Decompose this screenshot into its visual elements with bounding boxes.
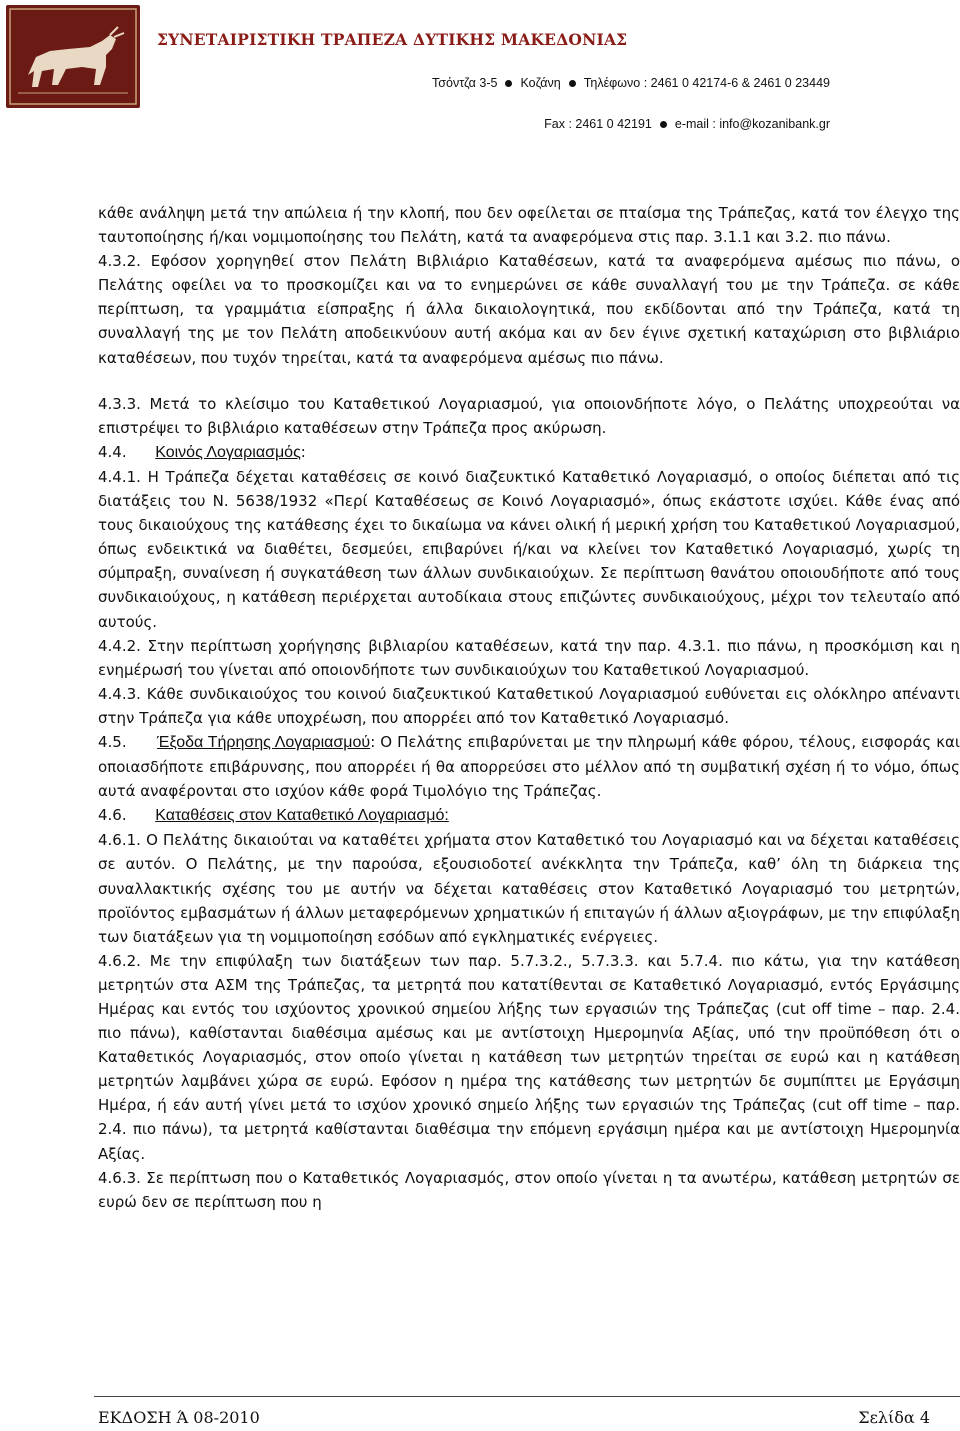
contact-fax-line bbox=[544, 117, 830, 131]
paragraph: 4.6.1. Ο Πελάτης δικαιούται να καταθέτει χρήματα στον Καταθετικό του Λογαριασμό και να δέχεται καταθέσεις σε αυτόν. Ο Πελάτης, με την παρούσα, εξουσιοδοτεί ανέκκλητα την Τράπεζα, καθ’ όλη τη διάρκεια της συναλλακτικής σχέσης του με αυτήν να δέχεται καταθέσεις στον Καταθετικό Λογαριασμό του μετρητών, προϊόντος εμβασμάτων ή άλλων μεταφερόμενων χρηματικών ή επιταγών ή άλλων αξιογράφων, με την επιφύλαξη των διατάξεων για τη νομιμοποίηση εσόδων από εγκληματικές ενέργειες. bbox=[98, 831, 960, 946]
paragraph: 4.6.3. Σε περίπτωση που ο Καταθετικός Λογαριασμός, στον οποίο γίνεται η τα ανωτέρω, κατάθεση μετρητών σε ευρώ δεν σε περίπτωση που η bbox=[98, 1168, 960, 1211]
paragraph: κάθε ανάληψη μετά την απώλεια ή την κλοπή, που δεν οφείλεται σε πταίσμα της Τράπεζας, κατά τον έλεγχο της ταυτοποίησης ή/και νομιμοποίησης του Πελάτη, κατά τα αναφερόμενα στις παρ. 3.1.1 και 3.2. πιο πάνω. bbox=[98, 204, 960, 247]
footer-divider bbox=[94, 1396, 960, 1397]
address: Τσόντζα 3-5 bbox=[432, 76, 498, 90]
heading-title: Κοινός Λογαριασμός bbox=[155, 443, 301, 461]
document-body bbox=[98, 201, 960, 1214]
paragraph: 4.4.3. Κάθε συνδικαιούχος του κοινού διαζευκτικού Καταθετικού Λογαριασμού ευθύνεται εις ολόκληρο απέναντι στην Τράπεζα για κάθε υποχρέωση, που απορρέει από τον Καταθετικό Λογαριασμό. bbox=[98, 684, 960, 727]
paragraph: 4.6.2. Με την επιφύλαξη των διατάξεων των παρ. 5.7.3.2., 5.7.3.3. και 5.7.4. πιο κάτω, για την κατάθεση μετρητών στα ΑΣΜ της Τράπεζας, τα μετρητά που κατατίθενται σε Καταθετικό Λογαριασμό, εντός Εργάσιμης Ημέρας και εντός του ισχύοντος χρονικού σημείου λήξης των εργασιών της Τράπεζας (cut off time – παρ. 2.4. πιο πάνω), καθίστανται διαθέσιμα αμέσως και με αντίστοιχη Ημερομηνία Αξίας, υπό την προϋπόθεση ότι ο Καταθετικός Λογαριασμός, στον οποίο γίνεται η κατάθεση των μετρητών τηρείται σε ευρώ και η κατάθεση μετρητών λαμβάνει χώρα σε ευρώ. Εφόσον η ημέρα της κατάθεσης των μετρητών δε συμπίπτει με Εργάσιμη Ημέρα, ή εάν αυτή γίνει μετά το ισχύον χρονικό σημείο λήξης των εργασιών της Τράπεζας (cut off time – παρ. 2.4. πιο πάνω), τα μετρητά καθίστανται διαθέσιμα την επόμενη εργάσιμη ημέρα και με αντίστοιχη Ημερομηνία Αξίας. bbox=[98, 951, 960, 1163]
phone: Τηλέφωνο : 2461 0 42174-6 & 2461 0 23449 bbox=[583, 76, 830, 90]
page-number: Σελίδα 4 bbox=[858, 1408, 930, 1427]
paragraph: 4.4.1. Η Τράπεζα δέχεται καταθέσεις σε κοινό διαζευκτικό Καταθετικό Λογαριασμό, ο οποίος διέπεται από τις διατάξεις του Ν. 5638/1932 «Περί Καταθέσεως σε Κοινό Λογαριασμό», όπως εκάστοτε ισχύει. Κάθε ένας από τους δικαιούχους της κατάθεσης έχει το δικαίωμα να κάνει ολική ή μερική χρήση του Καταθετικού Λογαριασμού, όπως ενδεικτικά να διαθέτει, δεσμεύει, επιβαρύνει ή/και να κλείνει τον Καταθετικό Λογαριασμό, χωρίς τη σύμπραξη, συναίνεση ή συγκατάθεση των άλλων συνδικαιούχων. Σε περίπτωση θανάτου οποιουδήποτε από τους συνδικαιούχους, η κατάθεση περιέρχεται αυτοδίκαια στους επιζώντες συνδικαιούχους, μέχρι τον τελευταίο από αυτούς. bbox=[98, 467, 960, 631]
section-4-5: 4.5. Έξοδα Τήρησης Λογαριασμού: Ο Πελάτης επιβαρύνεται με την πληρωμή κάθε φόρου, τέλους, εισφοράς και οποιασδήποτε επιβάρυνσης, που απορρέει ή θα απορρεύσει στο μέλλον από τη συμβατική σχέση ή το νόμο, όπως αυτά αναφέρονται στο ισχύον κάθε φορά Τιμολόγιο της Τράπεζας. bbox=[98, 732, 960, 801]
section-heading-4-4: 4.4. Κοινός Λογαριασμός: bbox=[98, 442, 306, 461]
letterhead bbox=[0, 0, 960, 140]
bull-emblem-logo bbox=[6, 5, 140, 108]
city: Κοζάνη bbox=[520, 76, 561, 90]
page-footer bbox=[0, 1396, 960, 1431]
bullet-icon bbox=[505, 80, 512, 87]
fax: Fax : 2461 0 42191 bbox=[544, 117, 652, 131]
bullet-icon bbox=[660, 121, 667, 128]
section-heading-4-6: 4.6. Καταθέσεις στον Καταθετικό Λογαριασμό: bbox=[98, 806, 449, 825]
heading-title: Καταθέσεις στον Καταθετικό Λογαριασμό: bbox=[155, 807, 449, 825]
bull-icon bbox=[6, 5, 140, 108]
paragraph: 4.3.3. Μετά το κλείσιμο του Καταθετικού Λογαριασμού, για οποιονδήποτε λόγο, ο Πελάτης υποχρεούται να επιστρέψει το βιβλιάριο καταθέσεων στην Τράπεζα προς ακύρωση. bbox=[98, 394, 960, 437]
paragraph: 4.3.2. Εφόσον χορηγηθεί στον Πελάτη Βιβλιάριο Καταθέσεων, κατά τα αναφερόμενα αμέσως πιο πάνω, ο Πελάτης οφείλει να το προσκομίζει και να το ενημερώνει σε κάθε συναλλαγή του με την Τράπεζα. σε κάθε περίπτωση, τα γραμμάτια είσπραξης ή άλλα δικαιολογητικά, που εκδίδονται από την Τράπεζα, κατά τη συναλλαγή της με τον Πελάτη αποδεικνύουν αυτή ακόμα και αν δεν έγινε σχετική καταχώριση στο βιβλιάριο καταθέσεων, που τυχόν τηρείται, κατά τα αναφερόμενα αμέσως πιο πάνω. bbox=[98, 252, 960, 367]
bullet-icon bbox=[569, 80, 576, 87]
bank-name: ΣΥΝΕΤΑΙΡΙΣΤΙΚΗ ΤΡΑΠΕΖΑ ΔΥΤΙΚΗΣ ΜΑΚΕΔΟΝΙΑΣ bbox=[157, 30, 628, 49]
paragraph: 4.4.2. Στην περίπτωση χορήγησης βιβλιαρίου καταθέσεων, κατά την παρ. 4.3.1. πιο πάνω, η προσκόμιση και η ενημέρωσή του γίνεται από οποιονδήποτε των συνδικαιούχων του Καταθετικού Λογαριασμού. bbox=[98, 636, 960, 679]
contact-address-line bbox=[432, 76, 830, 90]
heading-title: Έξοδα Τήρησης Λογαριασμού bbox=[156, 733, 371, 751]
edition-label: ΕΚΔΟΣΗ Ά 08-2010 bbox=[98, 1408, 260, 1427]
email: e-mail : info@kozanibank.gr bbox=[674, 117, 830, 131]
